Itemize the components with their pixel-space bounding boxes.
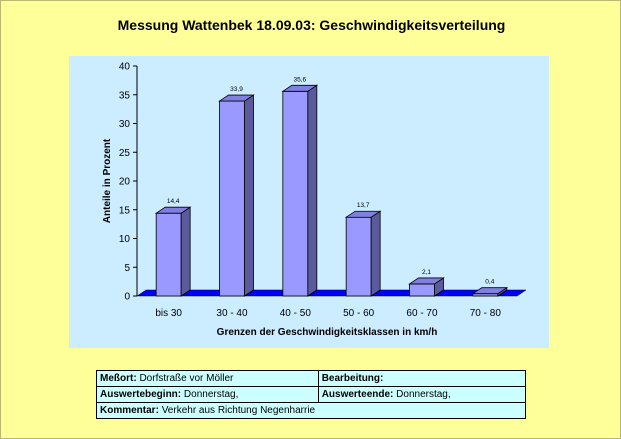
messort-cell: [97, 371, 319, 387]
y-tick-label: 20: [118, 176, 130, 188]
x-tick-label: 60 - 70: [406, 308, 438, 319]
bar: [283, 91, 308, 296]
x-tick-label: 50 - 60: [343, 308, 375, 319]
bar: [220, 101, 245, 296]
info-row-3: [97, 403, 526, 419]
data-label: 33,9: [230, 86, 243, 94]
info-row-1: [97, 371, 526, 387]
bar-side: [181, 207, 190, 296]
x-tick-label: 70 - 80: [469, 308, 501, 319]
bearbeitung-cell: [318, 371, 525, 387]
messort-value: Dorfstraße vor Möller: [139, 373, 234, 384]
bearbeitung-label: Bearbeitung:: [321, 373, 384, 384]
info-table: [96, 370, 526, 419]
auswerteende-value: Donnerstag,: [396, 389, 451, 400]
chart-panel: [69, 56, 549, 348]
chart-floor: [137, 290, 526, 296]
y-axis-title: Anteile in Prozent: [102, 138, 113, 224]
bar: [346, 217, 371, 296]
bar-chart: [69, 56, 549, 348]
y-tick-label: 15: [118, 205, 130, 217]
kommentar-cell: [97, 403, 526, 419]
y-tick-label: 35: [118, 90, 130, 102]
kommentar-label: Kommentar:: [100, 405, 159, 416]
auswertebeginn-value: Donnerstag,: [183, 389, 239, 400]
data-label: 13,7: [356, 202, 370, 210]
y-tick-label: 5: [124, 262, 130, 274]
y-tick-label: 30: [118, 119, 130, 130]
auswerteende-label: Auswerteende:: [321, 389, 394, 400]
y-tick-label: 10: [118, 234, 130, 245]
x-tick-label: bis 30: [155, 308, 183, 319]
data-label: 14,4: [166, 198, 180, 206]
bar-side: [245, 95, 254, 296]
y-tick-label: 40: [118, 61, 130, 73]
messort-label: Meßort:: [100, 373, 137, 384]
bar-side: [371, 211, 380, 296]
auswertebeginn-label: Auswertebeginn:: [100, 389, 182, 400]
bar: [410, 284, 435, 296]
x-tick-label: 40 - 50: [279, 308, 311, 319]
auswerteende-cell: [318, 387, 525, 403]
y-tick-label: 0: [124, 291, 130, 303]
x-tick-label: 30 - 40: [216, 308, 248, 319]
auswertebeginn-cell: [97, 387, 319, 403]
x-axis-title: Grenzen der Geschwindigkeitsklassen in km/h: [216, 327, 438, 338]
data-label: 0,4: [485, 278, 495, 286]
kommentar-value: Verkehr aus Richtung Negenharrie: [161, 405, 316, 416]
data-label: 2,1: [421, 268, 432, 276]
chart-title: Messung Wattenbek 18.09.03: Geschwindigkeitsverteilung: [117, 17, 506, 33]
bar: [156, 213, 181, 296]
bar-side: [308, 85, 317, 296]
y-tick-label: 25: [118, 147, 130, 159]
info-row-2: [97, 387, 526, 403]
data-label: 35,6: [293, 76, 307, 84]
